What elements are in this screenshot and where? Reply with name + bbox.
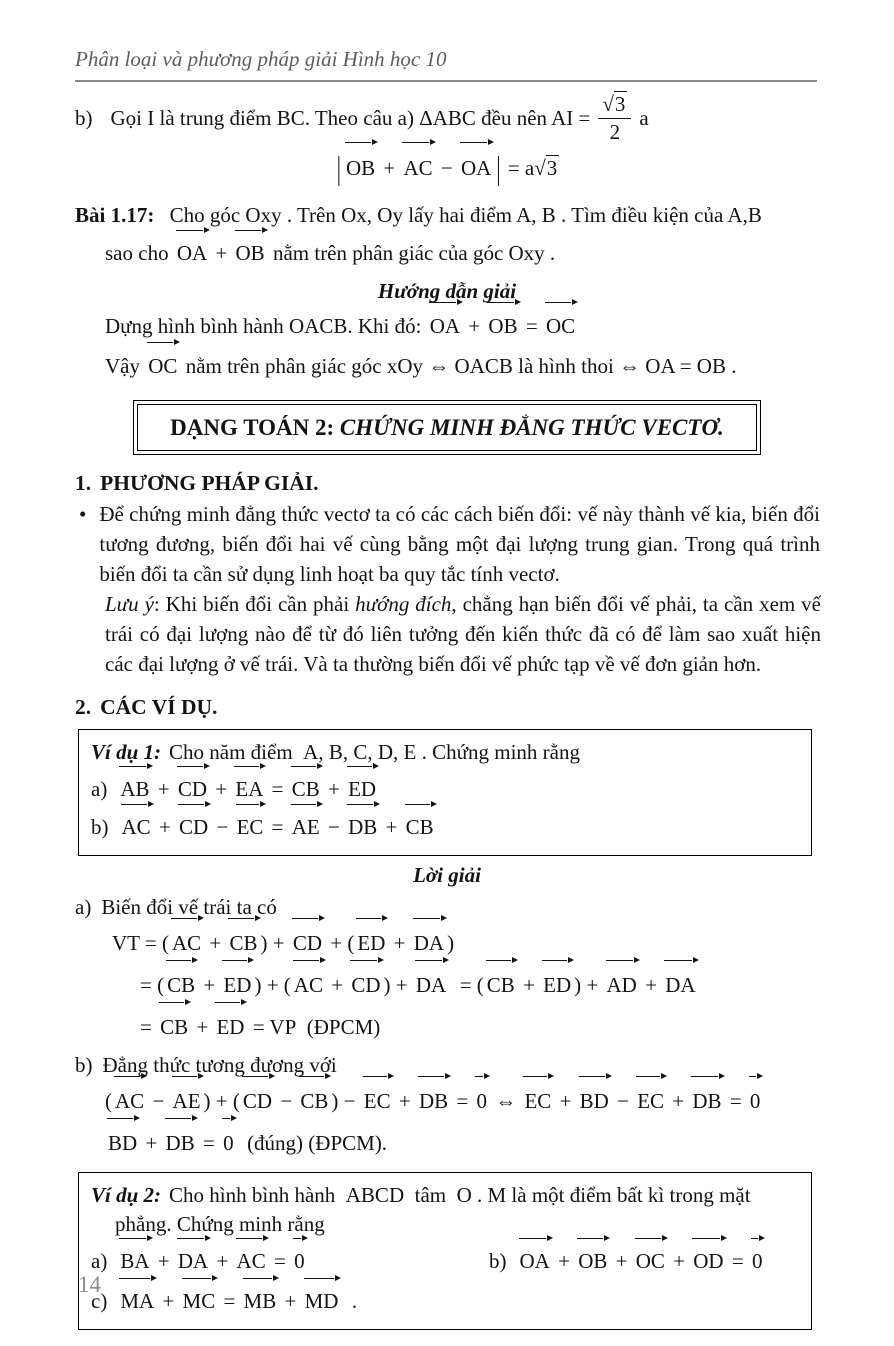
solution-a-line1: VT = ( AC + CB ) + CD + ( ED + DA ) bbox=[112, 922, 894, 964]
note-rest: , chẳng hạn biến đổi vế phải, ta cần xem vế trái có đại lượng nào để từ đó liên tưởng đến kiến thức đã có để làm sao xuất hiện các đại lượng ở vế trái. Và ta thường biến đổi vế phức tạp về vế đơn giản hơn. bbox=[105, 592, 821, 676]
topic-box bbox=[133, 400, 761, 455]
fraction-coefficient: a bbox=[639, 105, 649, 130]
solution-b-intro-text: Đẳng thức tương đương với bbox=[102, 1053, 337, 1077]
fraction-denominator: 2 bbox=[609, 119, 621, 144]
exercise-1-17-label: Bài 1.17: bbox=[75, 203, 155, 227]
bullet-icon: • bbox=[79, 502, 87, 526]
section-number: 1. bbox=[75, 471, 92, 495]
section-heading-examples bbox=[75, 693, 894, 721]
item-label-a: a) bbox=[91, 777, 108, 801]
example-1-box bbox=[78, 729, 812, 856]
exercise-1-17-line2: sao cho OA + OB nằm trên phân giác của góc Oxy . bbox=[105, 230, 819, 272]
method-bullet-text: Để chứng minh đẳng thức vectơ ta có các cách biến đổi: vế này thành vế kia, biến đổi tương đương, biến đổi hai vế cùng bằng một đại lượng trung gian. Trong quá trình biến đổi ta cần sử dụng linh hoạt ba quy tắc tính vectơ. bbox=[99, 502, 820, 586]
topic-box-title bbox=[137, 404, 757, 451]
example-2-intro-line2: phẳng. Chứng minh rằng bbox=[115, 1212, 325, 1236]
solution-a-line3: = CB + ED = VP (ĐPCM) bbox=[140, 1006, 894, 1048]
method-note-paragraph bbox=[105, 589, 821, 679]
item-a-formula: BA + DA + AC = 0 bbox=[117, 1249, 307, 1273]
note-label: Lưu ý bbox=[105, 592, 154, 616]
exercise-1-17-line1 bbox=[75, 200, 819, 230]
example-1-intro: Cho năm điểm A, B, C, D, E . Chứng minh rằng bbox=[169, 740, 580, 764]
note-mid: : Khi biến đổi cần phải bbox=[153, 592, 356, 616]
example-1-item-b bbox=[91, 815, 437, 839]
solution-b-line1: ( AC − AE ) + ( CD − CB ) − EC + DB = 0 ⇔ EC + BD − EC + DB = 0 bbox=[105, 1080, 894, 1122]
fraction-sqrt3-over-2 bbox=[598, 92, 631, 143]
exercise-1-17-text: Cho góc Oxy . Trên Ox, Oy lấy hai điểm A, B . Tìm điều kiện của A,B bbox=[169, 203, 762, 227]
running-header bbox=[75, 46, 817, 82]
example-2-items-ab bbox=[91, 1239, 799, 1280]
exercise-1-17-solution-line1: Dựng hình bình hành OACB. Khi đó: OA + OB = OC bbox=[105, 306, 894, 346]
section-heading-method bbox=[75, 469, 894, 497]
page-number: 14 bbox=[78, 1272, 101, 1297]
item-label-c: c) bbox=[91, 1289, 108, 1313]
example-2-label: Ví dụ 2: bbox=[91, 1183, 162, 1207]
example-1-title bbox=[91, 737, 799, 767]
note-emphasis: hướng đích bbox=[355, 592, 452, 616]
item-label-a: a) bbox=[91, 1249, 108, 1273]
item-label-b: b) bbox=[75, 105, 93, 130]
example-1-items bbox=[91, 767, 799, 846]
item-label-b: b) bbox=[91, 815, 109, 839]
item-c-formula: MA + MC = MB + MD . bbox=[117, 1289, 357, 1313]
topic-box-label: DẠNG TOÁN 2: bbox=[170, 415, 335, 440]
example-2-item-b bbox=[489, 1249, 765, 1273]
guide-heading: Hướng dẫn giải bbox=[377, 279, 517, 303]
section-title: CÁC VÍ DỤ. bbox=[100, 695, 218, 719]
example-2-title bbox=[91, 1180, 799, 1210]
example-2-box bbox=[78, 1172, 812, 1330]
solution-b-text: Gọi I là trung điểm BC. Theo câu a) ΔABC đều nên AI = bbox=[110, 105, 591, 130]
example-1-label: Ví dụ 1: bbox=[91, 740, 162, 764]
solution-b-line bbox=[75, 92, 894, 144]
section-title: PHƯƠNG PHÁP GIẢI. bbox=[100, 471, 319, 495]
item-b-formula: OA + OB + OC + OD = 0 bbox=[517, 1249, 766, 1273]
exercise-1-17-solution-line2: Vậy OC nằm trên phân giác góc xOy ⇔ OACB là hình thoi ⇔ OA = OB . bbox=[105, 346, 894, 386]
item-label-b: b) bbox=[75, 1053, 93, 1077]
item-b-formula: AC + CD − EC = AE − DB + CB bbox=[119, 815, 437, 839]
running-header-text: Phân loại và phương pháp giải Hình học 10 bbox=[75, 47, 447, 71]
example-2-intro-line1: Cho hình bình hành ABCD tâm O . M là một điểm bất kì trong mặt bbox=[169, 1183, 751, 1207]
item-a-formula: AB + CD + EA = CB + ED bbox=[117, 777, 379, 801]
topic-box-name: CHỨNG MINH ĐẲNG THỨC VECTƠ. bbox=[339, 415, 724, 440]
item-label-b: b) bbox=[489, 1249, 507, 1273]
example-2-item-c bbox=[91, 1280, 799, 1320]
fraction-numerator: √3 bbox=[598, 92, 631, 118]
section-number: 2. bbox=[75, 695, 92, 719]
method-bullet-paragraph bbox=[79, 499, 820, 589]
solution-b-line2: BD + DB = 0 (đúng) (ĐPCM). bbox=[105, 1122, 894, 1164]
item-label-a: a) bbox=[75, 895, 92, 919]
solution-a-intro-text: Biến đổi vế trái ta có bbox=[101, 895, 277, 919]
centered-formula: | OB + AC − OA | = a√3 bbox=[0, 146, 894, 190]
solution-heading: Lời giải bbox=[413, 863, 481, 887]
solution-a-line2: = ( CB + ED ) + ( AC + CD ) + DA = ( CB + ED ) + AD + DA bbox=[140, 964, 894, 1006]
